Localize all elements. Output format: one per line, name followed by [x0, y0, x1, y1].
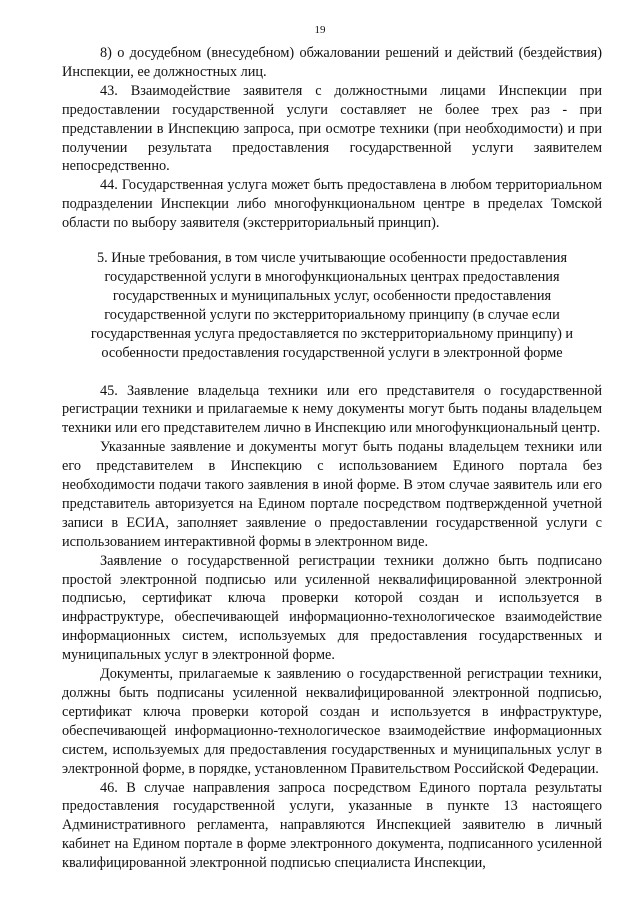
paragraph-application-signature: Заявление о государственной регистрации техники должно быть подписано простой электронной подписью или усиленной неквалифицированной электронной подписью, сертификат ключа проверки которой создан и используется в инфраструктуре, обеспечивающей информационно-технологическое взаимодействие информационных систем, используемых для предоставления государственных и муниципальных услуг в электронной форме. [62, 552, 602, 664]
section-heading [62, 249, 602, 362]
page-number: 19 [314, 24, 326, 36]
paragraph-43: 43. Взаимодействие заявителя с должностными лицами Инспекции при предоставлении государственной услуги составляет не более трех раз - при представлении в Инспекцию запроса, при осмотре техники (при необходимости) и при получении результата предоставления государственной услуги заявителем непосредственно. [62, 82, 602, 175]
paragraph-portal-submission: Указанные заявление и документы могут быть поданы владельцем техники или его представителем в Инспекцию с использованием Единого портала без необходимости подачи такого заявления в иной форме. В этом случае заявитель или его представитель авторизуется на Едином портале посредством подтвержденной учетной записи в ЕСИА, заполняет заявление о предоставлении государственной услуги с использованием интерактивной формы в электронном виде. [62, 439, 602, 550]
section-heading-text: 5. Иные требования, в том числе учитывающие особенности предоставления государственной услуги в многофункциональных центрах предоставления государственных и муниципальных услуг, особенности предоставления государственной услуги по экстерриториальному принципу (в случае если государственная услуга предоставляется по экстерриториальному принципу) и особенности предоставления государственной услуги в электронной форме [90, 250, 574, 361]
paragraph-item-8: 8) о досудебном (внесудебном) обжаловании решений и действий (бездействия) Инспекции, ее должностных лиц. [62, 45, 602, 80]
paragraph-46: 46. В случае направления запроса посредством Единого портала результаты предоставления государственной услуги, указанные в пункте 13 настоящего Административного регламента, направляются Инспекцией заявителю в личный кабинет на Едином портале в форме электронного документа, подписанного усиленной квалифицированной электронной подписью специалиста Инспекции, [62, 779, 602, 872]
paragraph-documents-signature: Документы, прилагаемые к заявлению о государственной регистрации техники, должны быть подписаны усиленной неквалифицированной электронной подписью, сертификат ключа проверки которой создан и используется в инфраструктуре, обеспечивающей информационно-технологическое взаимодействие информационных систем, используемых для предоставления государственных и муниципальных услуг в электронной форме, в порядке, установленном Правительством Российской Федерации. [62, 666, 602, 777]
paragraph-45: 45. Заявление владельца техники или его представителя о государственной регистрации техники и прилагаемые к нему документы могут быть поданы владельцем техники или его представителем лично в Инспекцию или многофункциональный центр. [62, 382, 602, 437]
document-body [62, 44, 602, 873]
paragraph-44: 44. Государственная услуга может быть предоставлена в любом территориальном подразделении Инспекции либо многофункциональном центре в пределах Томской области по выбору заявителя (экстерриториальный принцип). [62, 177, 602, 232]
